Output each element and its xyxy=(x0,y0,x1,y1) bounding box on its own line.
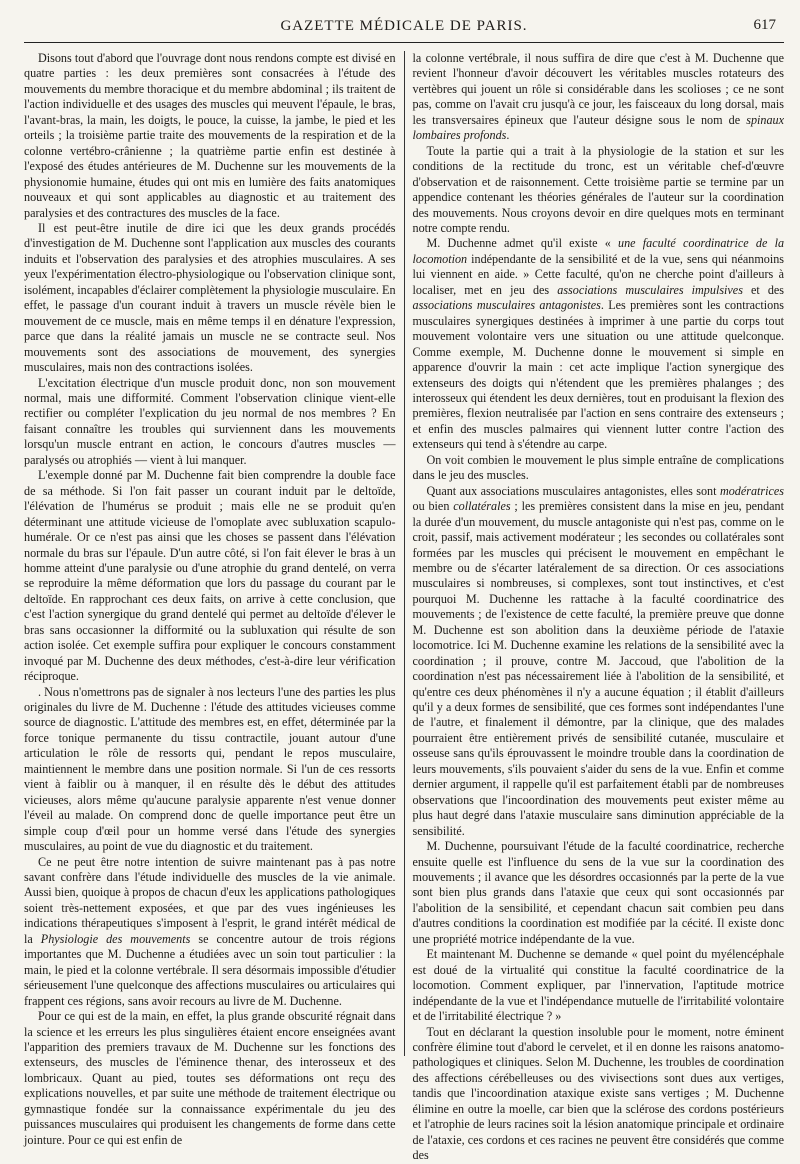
italic-term: collatérales xyxy=(453,499,511,514)
paragraph: L'exemple donné par M. Duchenne fait bien comprendre la double face de sa méthode. Si l'on fait passer un courant induit par le deltoïde, l'élévation de l'humérus se produit ; mais elle ne se produit qu'en déterminant une attitude vicieuse de l'omoplate avec subluxation scapulo-humérale. Or ce n'est pas ainsi que les choses se passent dans l'élévation normale du bras sur l'épaule. D'un autre côté, si l'on fait élever le bras à un homme atteint d'une paralysie ou d'une atrophie du grand dentelé, on verra se reproduire la même déformation que lors du passage du courant par le deltoïde. En rapprochant ces deux faits, on arrive à cette conclusion, que c'est l'action synergique du grand dentelé qui permet au deltoïde d'élever le bras sans occasionner la difformité ou la subluxation qui résulte de son action isolée. Cet exemple suffira pour expliquer le concours constamment invoqué par M. Duchenne des deux méthodes, c'est-à-dire leur vérification réciproque. xyxy=(24,468,396,684)
paragraph: Et maintenant M. Duchenne se demande « quel point du myélencéphale est doué de la virtualité qui constitue la faculté coordinatrice de la locomotion. Comment expliquer, par l'innervation, l'aptitude motrice indépendante de la vue et l'indépendance mutuelle de l'irritabilité volontaire et de l'irritabilité électrique ? » xyxy=(412,947,785,1024)
paragraph: . Nous n'omettrons pas de signaler à nos lecteurs l'une des parties les plus originales du livre de M. Duchenne : l'étude des attitudes vicieuses comme source de diagnostic. L'attitude des membres est, en effet, déterminée par la force tonique permanente du tissu contractile, jouant autour d'une articulation le rôle de ressorts qui, pendant le repos musculaire, maintiennent le membre dans une position normale. Si l'un de ces ressorts vient à faiblir ou à manquer, il en résulte dès le début des attitudes vicieuses, alors même qu'aucune paralysie apparente n'est venue donner l'éveil au malade. On comprend donc de quelle importance peut être un simple coup d'œil pour un homme versé dans l'étude des synergies musculaires, au point de vue du diagnostic et du traitement. xyxy=(24,684,396,854)
running-title: GAZETTE MÉDICALE DE PARIS. xyxy=(280,18,528,34)
page-header xyxy=(24,14,784,43)
text-run: et des xyxy=(742,282,785,297)
italic-term: spinaux lombaires profonds xyxy=(412,112,785,143)
paragraph: Disons tout d'abord que l'ouvrage dont nous rendons compte est divisé en quatre parties : les deux premières sont consacrées à l'étude des mouvements du membre thoracique et du membre abdominal ; ils traitent de l'action individuelle et des usages des muscles qui meuvent l'épaule, le bras, l'avant-bras, la main, les doigts, le pouce, la cuisse, la jambe, le pied et les orteils ; la troisième partie traite des mouvements de la respiration et de la colonne vertébro-crânienne ; la quatrième partie enfin est destinée à l'exposé des études antérieures de M. Duchenne sur les mouvements de la physionomie humaine, études qui ont mis en lumière des faits anatomiques nouveaux et qui sont applicables au diagnostic et au traitement des paralysies et des contractures des muscles de la face. xyxy=(24,51,396,220)
paragraph xyxy=(413,484,785,839)
page-number: 617 xyxy=(753,17,776,33)
text-run: M. Duchenne admet qu'il existe « xyxy=(426,236,619,251)
text-run: indépendante de la sensibilité et de la vue, sens qui néanmoins lui viennent en aide. » Cette faculté, qu'on ne cherche point d'ailleurs à localiser, met en jeu des xyxy=(412,251,785,297)
book-title-italic: Physiologie des mouvements xyxy=(40,931,191,946)
italic-term: une faculté coordinatrice de la locomotion xyxy=(412,236,785,266)
text-run: . Les premières sont les contractions musculaires synergiques destinées à imprimer à une partie du corps tout mouvement volontaire vers une situation ou une attitude quelconque. Comme exemple, M. Duchenne donne le mouvement si simple en apparence d'ouvrir la main : cet acte implique l'action synergique des extenseurs des doigts qui n'étendent que les premières phalanges ; des interosseux qui étendent les deux dernières, tout en produisant la flexion des premières, flexion neutralisée par l'action en sens contraire des extenseurs ; et enfin des muscles palmaires qui viennent lutter contre l'action des extenseurs qui tend à s'étendre au carpe. xyxy=(412,298,785,452)
paragraph xyxy=(413,51,785,144)
paragraph: Toute la partie qui a trait à la physiologie de la station et sur les conditions de la rectitude du tronc, est un véritable chef-d'œuvre d'observation et de raisonnement. Cette troisième partie se termine par un appendice contenant les théories générales de l'auteur sur la coordination des mouvements. Nous croyons devoir en dire quelques mots en terminant notre compte rendu. xyxy=(412,143,785,235)
paragraph: L'excitation électrique d'un muscle produit donc, non son mouvement normal, mais une difformité. Comment l'observation clinique vient-elle rectifier ou compléter l'explication du jeu normal de nos membres ? En faisant connaître les troubles qui surviennent dans les mouvements lorsqu'un muscle entrant en action, le concours d'autres muscles — paralysés ou atrophiés — vient à lui manquer. xyxy=(24,375,396,467)
paragraph xyxy=(413,236,785,452)
text-run: la colonne vertébrale, il nous suffira de dire que c'est à M. Duchenne que revient l'honneur d'avoir découvert les véritables muscles rotateurs des vertèbres qui jouent un rôle si considérable dans les scolioses ; ce ne sont pas, comme on l'avait cru jusqu'à ce jour, les faisceaux du long dorsal, mais les transversaires épineux que l'auteur désigne sous le nom de xyxy=(412,51,785,127)
paragraph xyxy=(24,855,396,1010)
paragraph: Pour ce qui est de la main, en effet, la plus grande obscurité régnait dans la science et les erreurs les plus singulières étaient encore enseignées avant l'apparition des premiers travaux de M. Duchenne sur les fonctions des extenseurs, des muscles de l'éminence thenar, des interosseux et des lombricaux. Quant au pied, toutes ses déformations ont reçu des explications nouvelles, et par suite une méthode de traitement électrique ou gymnastique fondée sur la connaissance expérimentale du jeu des puissances musculaires qui produisent les changements de forme dans cette jointure. Pour ce qui est enfin de xyxy=(24,1009,396,1147)
paragraph: Il est peut-être inutile de dire ici que les deux grands procédés d'investigation de M. Duchenne sont l'application aux muscles des courants induits et l'observation des paralysies et des atrophies musculaires. A ses yeux l'expérimentation électro-physiologique ou l'observation clinique sont, isolément, incapables d'éclairer complètement la physiologie musculaire. En effet, le passage d'un courant induit à travers un muscle révèle bien le mouvement de ce muscle, mais en même temps il en dénature l'expression, parce que dans la réalité jamais un muscle ne se contracte seul. Nos mouvements sont des associations de mouvement, des synergies musculaires, mais non des contractions isolées. xyxy=(24,220,396,375)
left-column xyxy=(24,51,404,1147)
italic-term: associations musculaires antagonistes xyxy=(412,298,601,313)
paragraph: Tout en déclarant la question insoluble pour le moment, notre éminent confrère élimine tout d'abord le cervelet, et il en donne les raisons anatomo-pathologiques et cliniques. Selon M. Duchenne, les troubles de coordination des affections cérébelleuses ou des vivisections sont dues aux vertiges, tandis que l'incoordination ataxique existe sans vertiges ; M. Duchenne élimine en outre la moelle, car bien que la sclérose des cordons postérieurs et l'atrophie de leurs racines soit la lésion anatomique principale et ordinaire de l'ataxie, ces cordons et ces racines ne peuvent être considérés que comme des xyxy=(412,1024,785,1163)
paragraph: On voit combien le mouvement le plus simple entraîne de complications dans le jeu des muscles. xyxy=(412,452,785,483)
paragraph: M. Duchenne, poursuivant l'étude de la faculté coordinatrice, recherche ensuite quelle est l'influence du sens de la vue sur la coordination des mouvements ; il avance que les désordres occasionnés par la perte de la vue sont bien plus grands dans l'ataxie que ceux qui sont occasionnés par l'abolition de la sensibilité, et cependant chacun sait combien peu dans d'autres conditions la coordination est modifiée par la cécité. Il existe donc une propriété motrice indépendante de la vue. xyxy=(412,839,785,946)
text-run: ou bien xyxy=(412,499,454,514)
text-columns xyxy=(24,51,785,1163)
text-run: Quant aux associations musculaires antagonistes, elles sont xyxy=(426,483,720,498)
text-run: . xyxy=(506,128,510,143)
italic-term: modératrices xyxy=(719,483,785,498)
italic-term: associations musculaires impulsives xyxy=(557,282,743,297)
text-run: se concentre autour de trois régions importantes que M. Duchenne a étudiées avec un soin tout particulier : la main, le pied et la colonne vertébrale. Il sera désormais impossible d'étudier sérieusement l'une quelconque des affections musculaires ou articulaires qui frappent ces régions, sans avoir recours au livre de M. Duchenne. xyxy=(24,931,396,1008)
right-column xyxy=(405,51,785,1163)
text-run: ; les premières consistent dans la mise en jeu, pendant la durée d'un mouvement, du muscle antagoniste qui n'est pas, comme on le croit, passif, mais activement modérateur ; les secondes ou collatérales sont formées par les muscles qui précisent le mouvement en empêchant le membre ou de s'écarter latéralement de sa direction. Or ces associations musculaires si nombreuses, si complexes, sont tout instinctives, et c'est pourquoi M. Duchenne les rattache à la faculté coordinatrice des mouvements ; de l'existence de cette faculté, la première preuve que donne M. Duchenne est son abolition dans la deuxième période de l'ataxie locomotrice. Ici M. Duchenne examine les relations de la sensibilité avec la coordination ; il prouve, contre M. Jaccoud, que l'abolition de la coordination n'est pas nécessairement liée à l'abolition de la sensibilité, et qu'entre ces deux phénomènes il n'y a aucune équation ; il établit d'ailleurs qu'il y a deux formes de sensibilité, que ces formes sont indépendantes l'une de l'autre, et finalement il démontre, par la clinique, que des malades pourraient être entièrement privés de sensibilité cutanée, musculaire et osseuse sans qu'ils éprouvassent le moindre trouble dans la coordination de leurs mouvements, s'ils pouvaient s'aider du sens de la vue. Enfin et comme dernier argument, il rappelle qu'il est parfaitement établi par de nombreuses observations que l'incoordination des mouvements peut exister même au plus haut degré dans l'ataxie musculaire sans diminution appréciable de la sensibilité. xyxy=(412,499,785,838)
text-run: Ce ne peut être notre intention de suivre maintenant pas à pas notre savant confrère dans l'étude individuelle des muscles de la vie animale. Aussi bien, quoique à propos de chacun d'eux les applications pathologiques soient très-nettement exposées, et que par des vues ingénieuses les indications thérapeutiques s'imposent à l'esprit, le grand intérêt médical de la xyxy=(24,854,396,946)
